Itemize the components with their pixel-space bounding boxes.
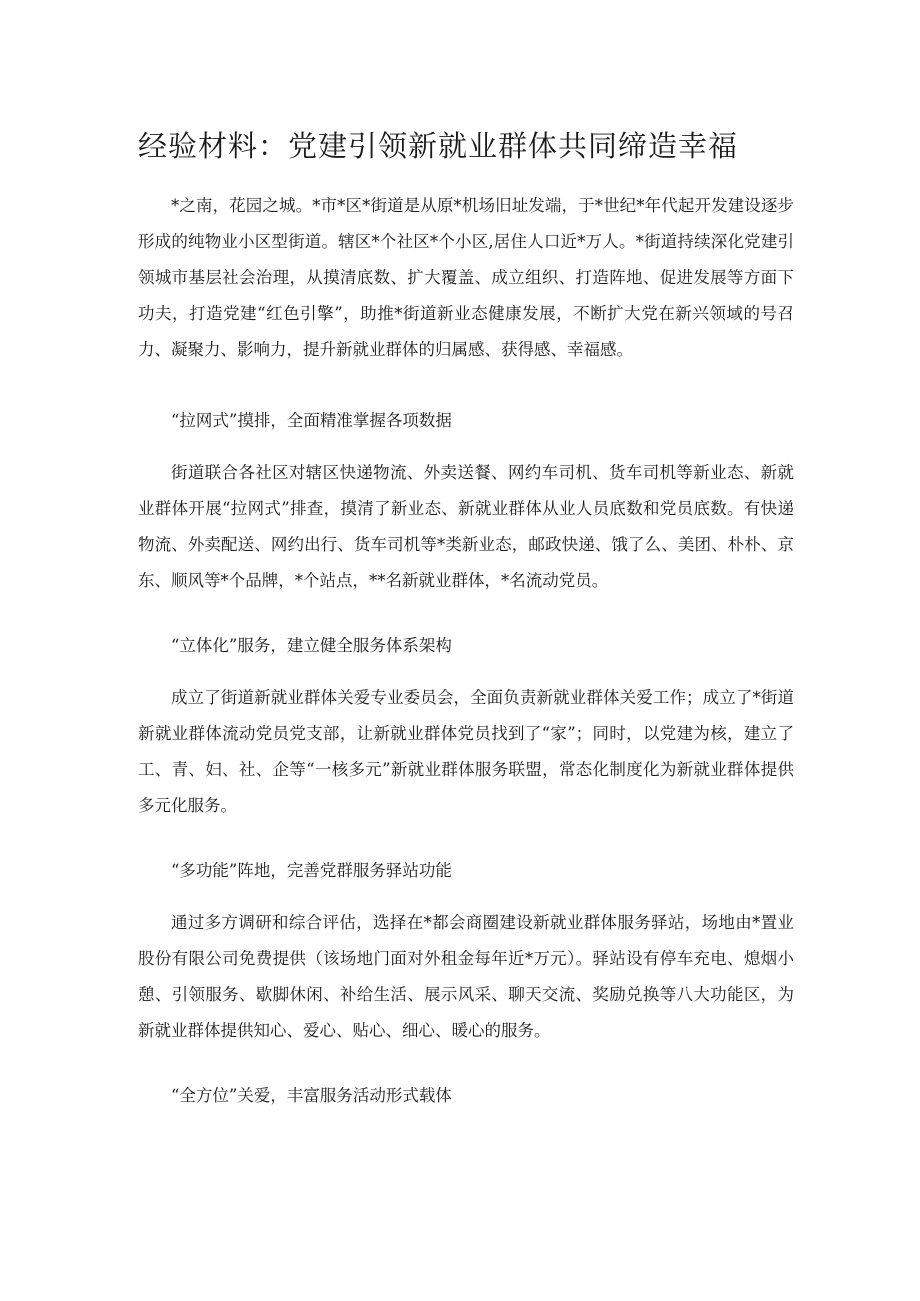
- section-heading-service: “立体化”服务，建立健全服务体系架构: [171, 636, 452, 655]
- section-heading-care: “全方位”关爱，丰富服务活动形式载体: [171, 1086, 452, 1105]
- section-body-survey: 街道联合各社区对辖区快递物流、外卖送餐、网约车司机、货车司机等新业态、新就业群体开展“拉网式”排查，摸清了新业态、新就业群体从业人员底数和党员底数。有快递物流、外卖配送、网约出行、货车司机等*类新业态，邮政快递、饿了么、美团、朴朴、京东、顺风等*个品牌，*个站点，**名新就业群体，*名流动党员。: [138, 463, 794, 590]
- section-heading-survey: “拉网式”摸排，全面精准掌握各项数据: [171, 411, 452, 430]
- intro-paragraph: *之南，花园之城。*市*区*街道是从原*机场旧址发端，于*世纪*年代起开发建设逐步形成的纯物业小区型街道。辖区*个社区*个小区,居住人口近*万人。*街道持续深化党建引领城市基层社会治理，从摸清底数、扩大覆盖、成立组织、打造阵地、促进发展等方面下功夫，打造党建“红色引擎”，助推*街道新业态健康发展，不断扩大党在新兴领域的号召力、凝聚力、影响力，提升新就业群体的归属感、获得感、幸福感。: [138, 196, 794, 359]
- document-title: 经验材料：党建引领新就业群体共同缔造幸福: [138, 129, 739, 163]
- section-body-station: 通过多方调研和综合评估，选择在*都会商圈建设新就业群体服务驿站，场地由*置业股份有限公司免费提供（该场地门面对外租金每年近*万元）。驿站设有停车充电、熄烟小憩、引领服务、歇脚休闲、补给生活、展示风采、聊天交流、奖励兑换等八大功能区，为新就业群体提供知心、爱心、贴心、细心、暖心的服务。: [138, 913, 794, 1040]
- section-body-service: 成立了街道新就业群体关爱专业委员会，全面负责新就业群体关爱工作；成立了*街道新就业群体流动党员党支部，让新就业群体党员找到了“家”；同时，以党建为核，建立了工、青、妇、社、企等“一核多元”新就业群体服务联盟，常态化制度化为新就业群体提供多元化服务。: [138, 688, 794, 815]
- section-heading-station: “多功能”阵地，完善党群服务驿站功能: [171, 861, 452, 880]
